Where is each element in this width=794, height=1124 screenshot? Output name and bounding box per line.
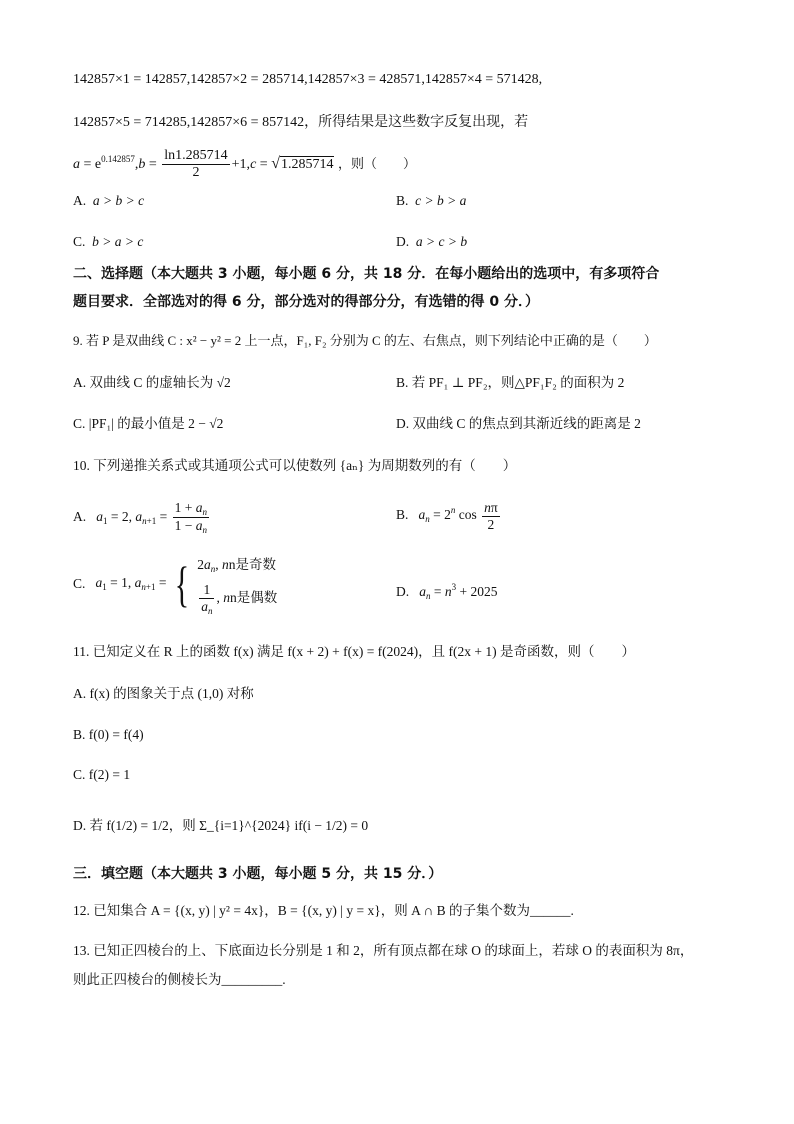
q8-option-d: D. a > c > b xyxy=(396,234,468,249)
q8-option-b: B. c > b > a xyxy=(396,193,467,208)
q11-option-a: A. f(x) 的图象关于点 (1,0) 对称 xyxy=(73,686,254,701)
b-fraction: $\frac{\ln 1.285714}{2}$ xyxy=(164,148,228,181)
q10-option-d: D. $a_n = n^3 + 2025$ xyxy=(396,582,498,601)
piecewise-brace: { xyxy=(174,555,190,612)
q8-option-a: A. a > b > c xyxy=(73,193,145,208)
q12-stem: 12. 已知集合 A = {(x, y) | y² = 4x}，B = {(x, y) | y = x}，则 A ∩ B 的子集个数为______. xyxy=(73,903,574,918)
q9-option-b: B. 若 PF₁ ⊥ PF₂，则△PF₁F₂ 的面积为 2 xyxy=(396,375,625,390)
q10-stem: 10. 下列递推关系式或其通项公式可以使数列 {aₙ} 为周期数列的有（ ） xyxy=(73,458,517,473)
q10-option-a: A. $a_1 = 2$, $a_{n+1}$ = $\frac{1 + a_n}{1 - a_n}$ xyxy=(73,500,207,536)
q11-option-d: D. 若 f(1/2) = 1/2，则 Σ_{i=1}^{2024} if(i − 1/2) = 0 xyxy=(73,818,369,833)
q9-option-c: C. |PF₁| 的最小值是 2 − √2 xyxy=(73,416,224,431)
q10-option-b: B. $a_n = 2^n$ cos $\frac{n\pi}{2}$ xyxy=(396,500,498,532)
q13-line2: 则此正四棱台的侧棱长为_________. xyxy=(73,972,286,987)
q11-stem: 11. 已知定义在 R 上的函数 f(x) 满足 f(x + 2) + f(x) = f(2024)，且 f(2x + 1) 是奇函数，则（ ） xyxy=(73,644,636,659)
section2-heading-line2: 题目要求．全部选对的得 6 分，部分选对的得部分分，有选错的得 0 分．） xyxy=(73,294,539,310)
q9-stem: 9. 若 P 是双曲线 C : x² − y² = 2 上一点，F₁, F₂ 分别为 C 的左、右焦点，则下列结论中正确的是（ ） xyxy=(73,333,657,348)
q11-option-b: B. f(0) = f(4) xyxy=(73,727,144,742)
c-sqrt: √1.285714 xyxy=(271,154,334,172)
section3-heading: 三．填空题（本大题共 3 小题，每小题 5 分，共 15 分．） xyxy=(73,866,443,882)
q8-option-c: C. b > a > c xyxy=(73,234,144,249)
a-exponent: 0.142857 xyxy=(101,153,135,164)
q11-option-c: C. f(2) = 1 xyxy=(73,767,131,782)
section2-heading-line1: 二、选择题（本大题共 3 小题，每小题 6 分，共 18 分．在每小题给出的选项中，有多项符合 xyxy=(73,266,660,282)
q10-a-fraction: $\frac{1 + a_n}{1 - a_n}$ xyxy=(174,500,207,536)
q13-line1: 13. 已知正四棱台的上、下底面边长分别是 1 和 2，所有顶点都在球 O 的球面上，若球 O 的表面积为 8π， xyxy=(73,943,694,958)
q8-line2: 142857×5 = 714285,142857×6 = 857142，所得结果是这些数字反复出现，若 xyxy=(73,115,529,130)
q8-line1: 142857×1 = 142857,142857×2 = 285714,142857×3 = 428571,142857×4 = 571428, xyxy=(73,72,543,87)
q9-option-a: A. 双曲线 C 的虚轴长为 √2 xyxy=(73,375,231,390)
q10-b-fraction: $\frac{n\pi}{2}$ xyxy=(484,500,498,532)
q10-c-cases: $2a_n$, nn是奇数 $\frac{1}{a_n}$ , nn是偶数 xyxy=(197,557,278,616)
q8-definitions: $a = e^{0.142857},b$ = $\frac{\ln 1.285714}{2}$ +1,c = √1.285714 ，则（ ） xyxy=(73,148,416,181)
q10-option-c: C. $a_1 = 1$, $a_{n+1}$ = { $2a_n$, nn是奇数 $\frac{1}{a_n}$ , nn是偶数 xyxy=(73,552,277,616)
q9-option-d: D. 双曲线 C 的焦点到其渐近线的距离是 2 xyxy=(396,416,641,431)
